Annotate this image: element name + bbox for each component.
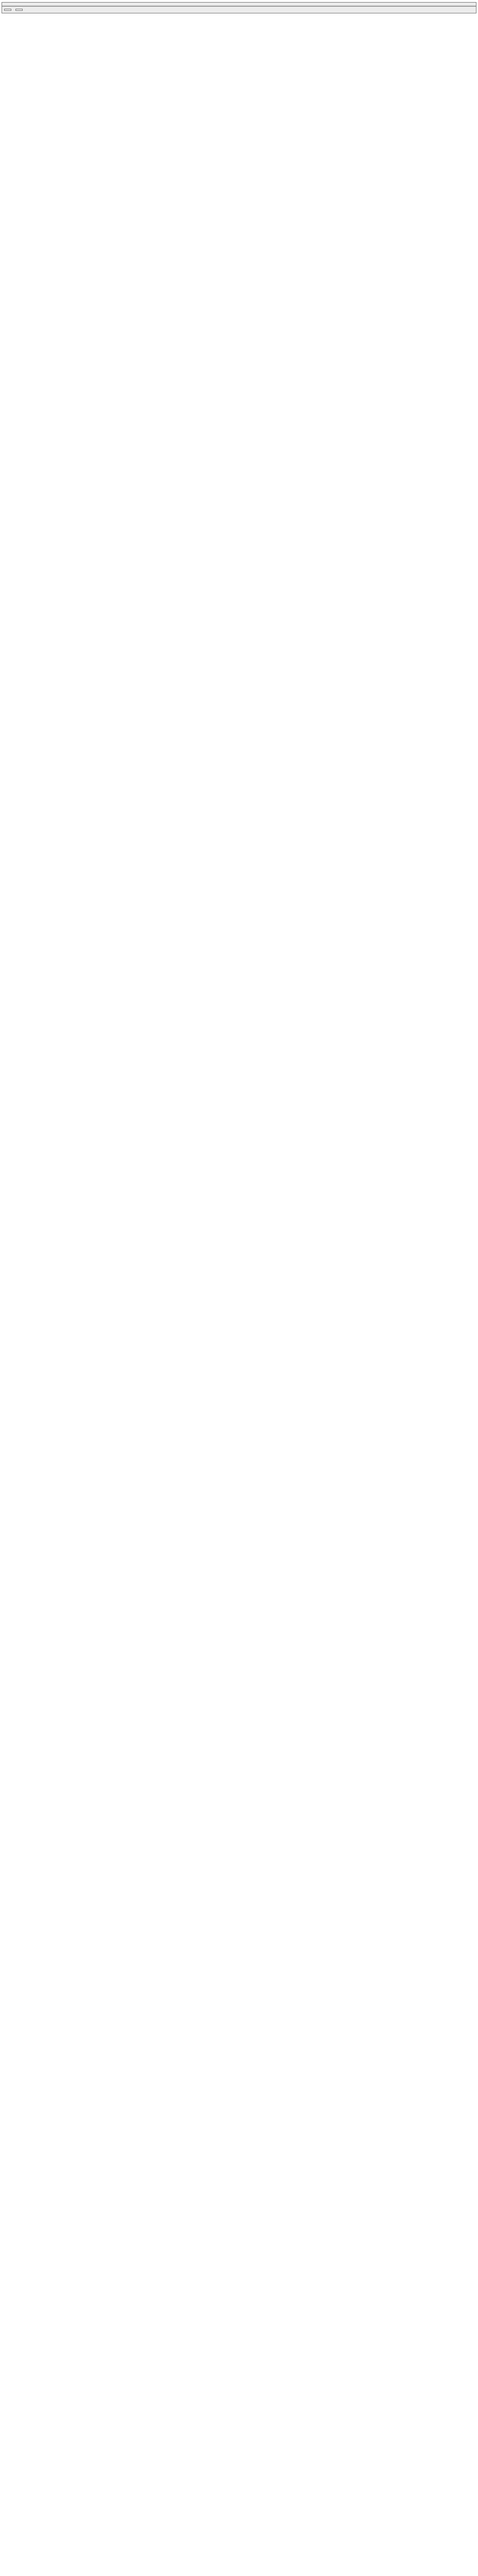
form-container bbox=[2, 2, 476, 13]
form-footer bbox=[2, 6, 476, 13]
reset-button[interactable] bbox=[15, 9, 23, 11]
submit-button[interactable] bbox=[4, 9, 11, 11]
form-title bbox=[2, 3, 476, 6]
